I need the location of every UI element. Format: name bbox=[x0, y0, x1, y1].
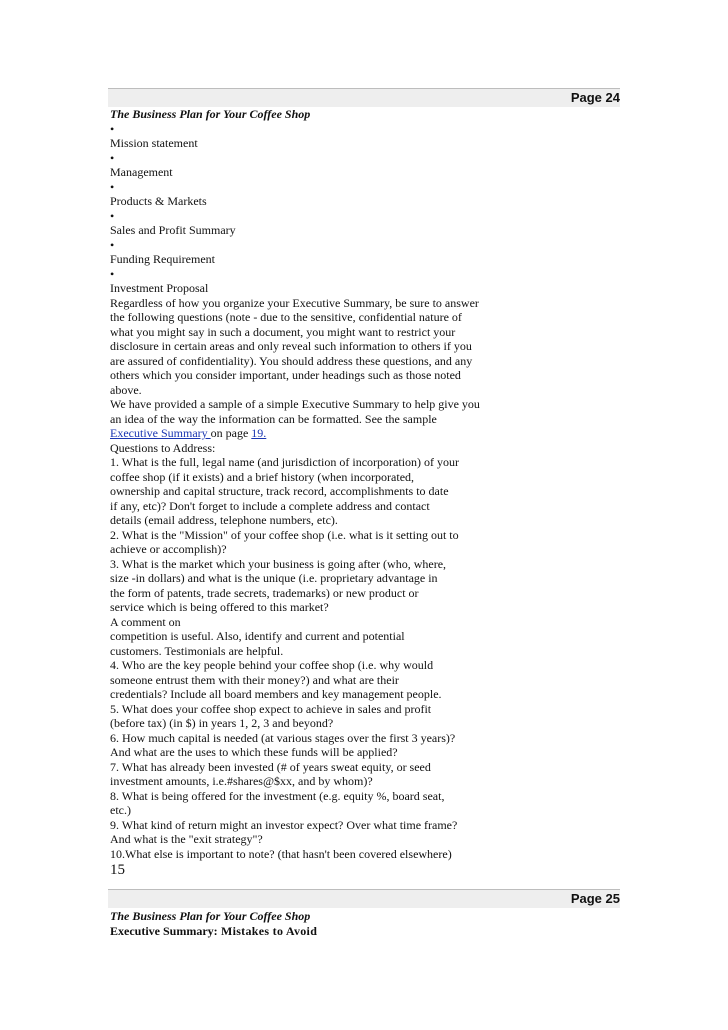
page-24-bar bbox=[108, 88, 620, 107]
paragraph-line: the following questions (note - due to the sensitive, confidential nature of bbox=[110, 310, 462, 324]
paragraph-line: others which you consider important, under headings such as those noted bbox=[110, 368, 461, 382]
bullet-icon: • bbox=[110, 208, 115, 223]
bullet-item: Sales and Profit Summary bbox=[110, 223, 236, 237]
bullet-icon: • bbox=[110, 179, 115, 194]
question-line: 10.What else is important to note? (that hasn't been covered elsewhere) bbox=[110, 846, 452, 861]
question-line: 1. What is the full, legal name (and jurisdiction of incorporation) of your bbox=[110, 455, 460, 469]
bullet-item: Management bbox=[110, 165, 173, 179]
questions-heading: Questions to Address: bbox=[110, 440, 216, 455]
question-line: size -in dollars) and what is the unique (i.e. proprietary advantage in bbox=[110, 571, 438, 585]
question-line: (before tax) (in $) in years 1, 2, 3 and beyond? bbox=[110, 716, 334, 730]
section-subheading bbox=[110, 924, 620, 939]
question-line: 3. What is the market which your business is going after (who, where, bbox=[110, 556, 447, 571]
page-24-content bbox=[110, 107, 620, 879]
paragraph-line: We have provided a sample of a simple Executive Summary to help give you bbox=[110, 397, 480, 411]
executive-summary-link[interactable]: Executive Summary bbox=[110, 426, 211, 440]
question-line: customers. Testimonials are helpful. bbox=[110, 643, 284, 658]
question-line: investment amounts, i.e.#shares@$xx, and by whom)? bbox=[110, 774, 373, 788]
question-line: And what are the uses to which these funds will be applied? bbox=[110, 745, 398, 759]
question-line: the form of patents, trade secrets, trademarks) or new product or bbox=[110, 585, 419, 600]
bullet-item: Investment Proposal bbox=[110, 281, 209, 295]
bullet-list bbox=[110, 122, 620, 296]
page-label: Page 25 bbox=[570, 891, 620, 906]
page-25-bar bbox=[108, 889, 620, 908]
paragraph-line: an idea of the way the information can be formatted. See the sample bbox=[110, 411, 437, 426]
question-line: 6. How much capital is needed (at various stages over the first 3 years)? bbox=[110, 730, 456, 745]
bullet-item: Products & Markets bbox=[110, 194, 207, 208]
paragraph-line: Regardless of how you organize your Executive Summary, be sure to answer bbox=[110, 295, 479, 310]
sample-reference bbox=[110, 426, 620, 441]
paragraph-line: disclosure in certain areas and only reveal such information to others if you bbox=[110, 339, 472, 353]
question-line: achieve or accomplish)? bbox=[110, 542, 227, 556]
question-line: details (email address, telephone numbers, etc). bbox=[110, 513, 338, 527]
question-line: someone entrust them with their money?) and what are their bbox=[110, 672, 399, 687]
reference-middle-text: on page bbox=[210, 426, 252, 440]
bullet-item: Funding Requirement bbox=[110, 252, 215, 266]
question-line: 5. What does your coffee shop expect to achieve in sales and profit bbox=[110, 701, 432, 716]
bullet-icon: • bbox=[110, 150, 115, 165]
question-line: 4. Who are the key people behind your coffee shop (i.e. why would bbox=[110, 658, 434, 672]
paragraph-line: are assured of confidentiality). You should address these questions, and any bbox=[110, 353, 473, 368]
question-line: if any, etc)? Don't forget to include a complete address and contact bbox=[110, 498, 430, 513]
bullet-item: Mission statement bbox=[110, 136, 198, 150]
question-line: coffee shop (if it exists) and a brief history (when incorporated, bbox=[110, 469, 415, 484]
page-number: 15 bbox=[110, 862, 125, 878]
paragraph-line: above. bbox=[110, 382, 142, 397]
question-line: ownership and capital structure, track record, accomplishments to date bbox=[110, 484, 449, 498]
question-line: competition is useful. Also, identify and current and potential bbox=[110, 629, 405, 643]
page-19-link[interactable]: 19. bbox=[251, 426, 267, 440]
subheading-bold: Executive Summary: bbox=[110, 923, 218, 938]
bullet-icon: • bbox=[110, 121, 115, 136]
question-line: etc.) bbox=[110, 803, 131, 817]
page-label: Page 24 bbox=[570, 90, 620, 105]
question-line: 2. What is the "Mission" of your coffee shop (i.e. what is it setting out to bbox=[110, 527, 459, 542]
question-line: 7. What has already been invested (# of years sweat equity, or seed bbox=[110, 759, 431, 774]
page-25-content bbox=[110, 909, 620, 938]
document-header: The Business Plan for Your Coffee Shop bbox=[110, 909, 311, 923]
question-line: 9. What kind of return might an investor expect? Over what time frame? bbox=[110, 817, 458, 832]
questions-list bbox=[110, 455, 620, 861]
question-line: A comment on bbox=[110, 614, 181, 629]
paragraph-line: what you might say in such a document, you might want to restrict your bbox=[110, 324, 456, 339]
bullet-icon: • bbox=[110, 237, 115, 252]
question-line: 8. What is being offered for the investment (e.g. equity %, board seat, bbox=[110, 788, 445, 803]
sample-paragraph bbox=[110, 397, 620, 426]
question-line: And what is the "exit strategy"? bbox=[110, 832, 263, 846]
question-line: service which is being offered to this market? bbox=[110, 600, 329, 614]
bullet-icon: • bbox=[110, 266, 115, 281]
intro-paragraph bbox=[110, 296, 620, 398]
document-header: The Business Plan for Your Coffee Shop bbox=[110, 107, 311, 121]
subheading-rest: Mistakes to Avoid bbox=[217, 923, 318, 938]
question-line: credentials? Include all board members and key management people. bbox=[110, 687, 442, 701]
